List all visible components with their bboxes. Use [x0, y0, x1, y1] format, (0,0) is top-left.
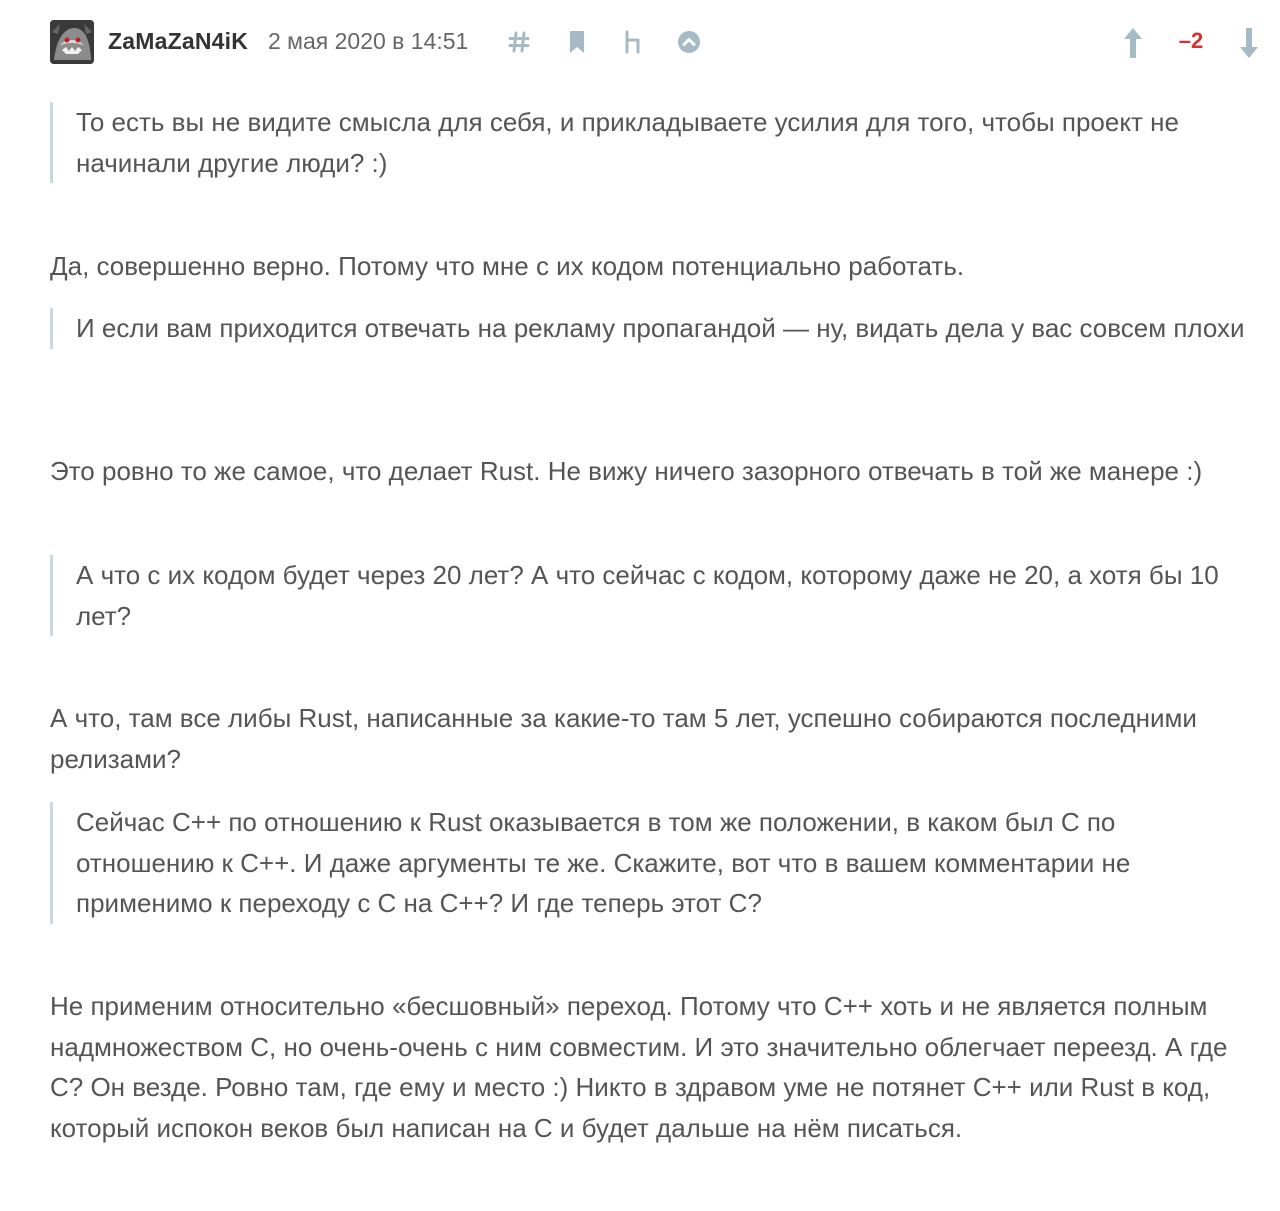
quote-block: И если вам приходится отвечать на рекламу пропагандой — ну, видать дела у вас совсем плохи	[50, 308, 1246, 349]
comment	[50, 18, 1272, 1143]
hash-icon[interactable]	[506, 28, 532, 56]
paragraph: Не применим относительно «бесшовный» переход. Потому что С++ хоть и не является полным надмножеством С, но очень-очень с ним совместим. И это значительно облегчает переезд. А где С? Он везде. Ровно там, где ему и место :) Никто в здравом уме не потянет С++ или Rust в код, который испокон веков был написан на С и будет дальше на нём писаться.	[50, 991, 1228, 1143]
avatar[interactable]	[50, 20, 94, 64]
comment-header	[50, 18, 1272, 66]
arrow-up-icon	[1122, 26, 1144, 60]
paragraph: А что, там все либы Rust, написанные за какие-то там 5 лет, успешно собираются последними релизами?	[50, 703, 1197, 774]
author-name[interactable]: ZaMaZaN4iK	[108, 28, 249, 54]
bookmark-icon[interactable]	[564, 28, 590, 56]
arrow-down-icon	[1238, 26, 1260, 60]
vote-score: –2	[1178, 28, 1204, 53]
collapse-up-icon[interactable]	[676, 28, 702, 56]
vote-down-button[interactable]	[1234, 24, 1264, 62]
avatar-image	[50, 20, 94, 64]
quote-block: То есть вы не видите смысла для себя, и прикладываете усилия для того, чтобы проект не начинали другие люди? :)	[50, 102, 1246, 183]
comment-timestamp[interactable]: 2 мая 2020 в 14:51	[268, 28, 469, 54]
parent-link-icon[interactable]	[620, 28, 646, 56]
vote-up-button[interactable]	[1118, 24, 1148, 62]
quote-block: Сейчас С++ по отношению к Rust оказывается в том же положении, в каком был С по отношению к С++. И даже аргументы те же. Скажите, вот что в вашем комментарии не применимо к переходу с С на С++? И где теперь этот С?	[50, 802, 1246, 924]
paragraph: Это ровно то же самое, что делает Rust. Не вижу ничего зазорного отвечать в той же манере :)	[50, 456, 1203, 486]
quote-block: А что с их кодом будет через 20 лет? А что сейчас с кодом, которому даже не 20, а хотя бы 10 лет?	[50, 555, 1246, 636]
paragraph: Да, совершенно верно. Потому что мне с их кодом потенциально работать.	[50, 251, 965, 281]
